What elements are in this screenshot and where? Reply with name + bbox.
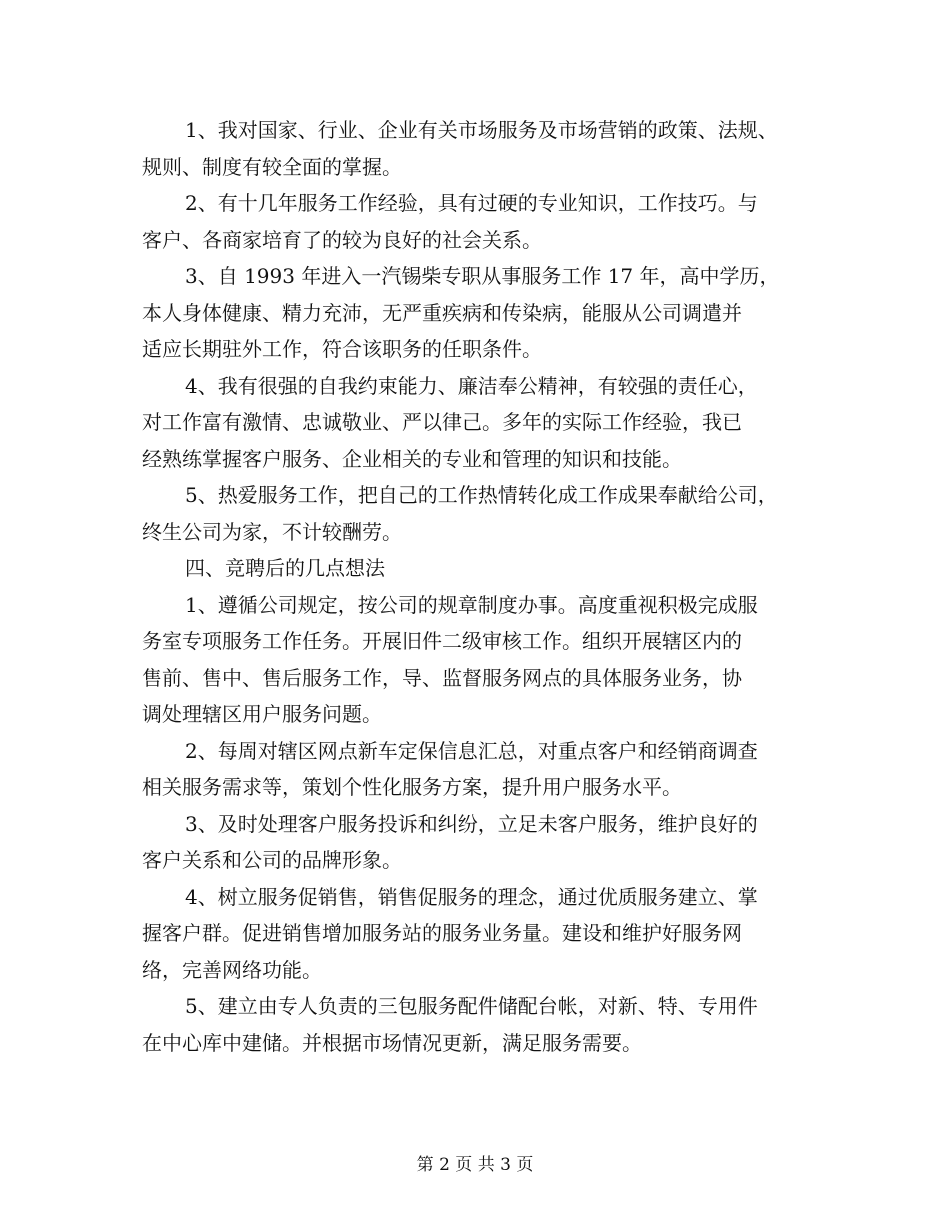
paragraph-line: 务室专项服务工作任务。开展旧件二级审核工作。组织开展辖区内的	[142, 629, 742, 653]
paragraph	[140, 988, 820, 1061]
paragraph	[140, 733, 820, 806]
paragraph-line: 1、我对国家、行业、企业有关市场服务及市场营销的政策、法规、	[185, 118, 778, 142]
paragraph	[140, 587, 820, 733]
paragraph	[140, 112, 820, 185]
paragraph-line: 经熟练掌握客户服务、企业相关的专业和管理的知识和技能。	[142, 446, 682, 471]
paragraph-line: 5、建立由专人负责的三包服务配件储配台帐，对新、特、专用件	[185, 994, 758, 1018]
paragraph-line: 4、我有很强的自我约束能力、廉洁奉公精神，有较强的责任心，	[185, 373, 758, 398]
paragraph-line: 3、自 1993 年进入一汽锡柴专职从事服务工作 17 年，高中学历，	[185, 264, 780, 288]
paragraph-line: 握客户群。促进销售增加服务站的服务业务量。建设和维护好服务网	[142, 921, 742, 945]
paragraph-line: 络，完善网络功能。	[142, 957, 322, 982]
paragraph	[140, 806, 820, 879]
paragraph-line: 终生公司为家，不计较酬劳。	[142, 519, 402, 544]
section-heading-text: 四、竞聘后的几点想法	[185, 556, 385, 580]
paragraph-line: 3、及时处理客户服务投诉和纠纷，立足未客户服务，维护良好的	[185, 811, 758, 836]
paragraph	[140, 879, 820, 989]
paragraph-line: 在中心库中建储。并根据市场情况更新，满足服务需要。	[142, 1030, 642, 1055]
paragraph-line: 客户关系和公司的品牌形象。	[142, 848, 402, 872]
page-number-footer: 第 2 页 共 3 页	[416, 1155, 534, 1175]
paragraph	[140, 258, 820, 368]
paragraph-line: 客户、各商家培育了的较为良好的社会关系。	[142, 227, 542, 252]
section-heading	[140, 550, 820, 587]
paragraph-line: 相关服务需求等，策划个性化服务方案，提升用户服务水平。	[142, 775, 682, 799]
paragraph-line: 调处理辖区用户服务问题。	[142, 702, 382, 726]
paragraph-line: 2、每周对辖区网点新车定保信息汇总，对重点客户和经销商调查	[185, 738, 758, 763]
paragraph	[140, 185, 820, 258]
paragraph	[140, 477, 820, 550]
paragraph-line: 1、遵循公司规定，按公司的规章制度办事。高度重视积极完成服	[185, 592, 758, 617]
paragraph-line: 2、有十几年服务工作经验，具有过硬的专业知识，工作技巧。与	[185, 191, 758, 215]
paragraph-line: 5、热爱服务工作，把自己的工作热情转化成工作成果奉献给公司，	[185, 483, 778, 507]
paragraph-line: 售前、售中、售后服务工作，导、监督服务网点的具体服务业务，协	[142, 665, 742, 690]
paragraph-line: 规则、制度有较全面的掌握。	[142, 154, 402, 179]
document-body	[140, 112, 820, 1061]
paragraph-line: 对工作富有激情、忠诚敬业、严以律己。多年的实际工作经验，我已	[142, 410, 742, 434]
paragraph-line: 4、树立服务促销售，销售促服务的理念，通过优质服务建立、掌	[185, 884, 758, 909]
paragraph-line: 本人身体健康、精力充沛，无严重疾病和传染病，能服从公司调遣并	[142, 300, 742, 325]
paragraph	[140, 368, 820, 478]
paragraph-line: 适应长期驻外工作，符合该职务的任职条件。	[142, 337, 542, 361]
